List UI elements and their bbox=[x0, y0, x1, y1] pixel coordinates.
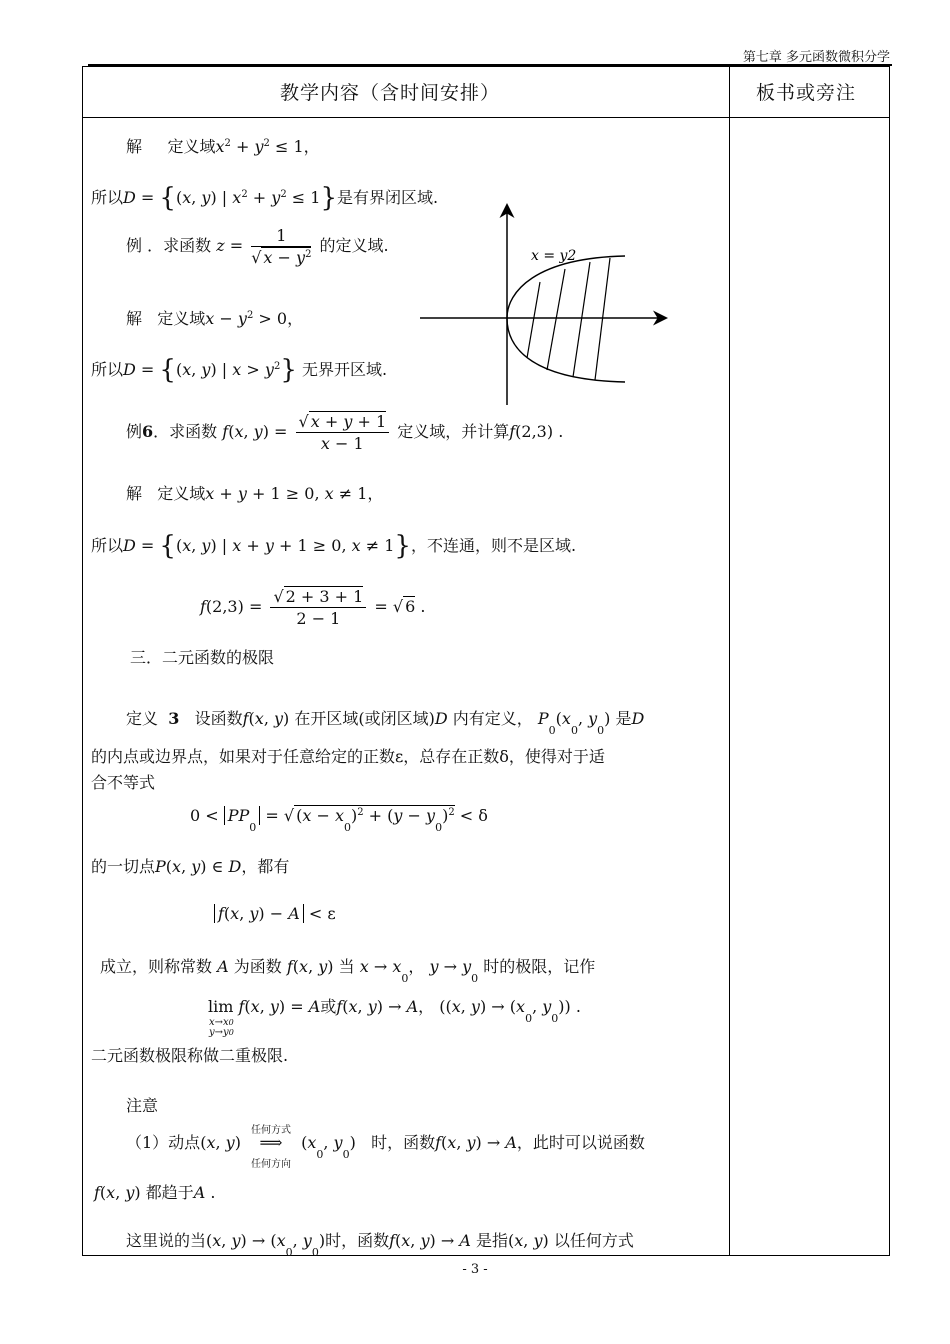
definition-line-5: 成立，则称常数 A 为函数 f(x, y) 当 $x \to x_0$， $y \to y_0$ 时的极限，记作 bbox=[100, 957, 596, 985]
section-heading: 三．二元函数的极限 bbox=[130, 648, 275, 667]
chapter-header: 第七章 多元函数微积分学 bbox=[742, 50, 890, 65]
page-number: - 3 - bbox=[462, 1262, 488, 1277]
column-header-content: 教学内容（含时间安排） bbox=[280, 82, 501, 104]
limit-notation-line: lim f(x, y) = A或f(x, y) → A， ((x, $y) \to (x_0$, $y_0$)) . bbox=[208, 997, 581, 1025]
definition-line-3: 合不等式 bbox=[91, 773, 156, 792]
hatch-line bbox=[595, 258, 610, 380]
note-heading: 注意 bbox=[126, 1096, 159, 1115]
domain-line-3: 所以D = {(x, y) | x + y + 1 ≥ 0, x ≠ 1}，不连通，则不是区域. bbox=[91, 531, 577, 561]
hatch-line bbox=[527, 282, 540, 358]
column-divider bbox=[729, 66, 730, 1256]
definition-line-2: 的内点或边界点，如果对于任意给定的正数ε，总存在正数δ，使得对于适 bbox=[91, 747, 605, 766]
domain-line-2: 所以D = {(x, y) | $x > y^2$} 无界开区域. bbox=[91, 355, 388, 385]
limit-inequality-line: f(x, y) − A < ε bbox=[214, 904, 336, 923]
solution-line-2: 解 定义域$x - y^2 > 0$， bbox=[126, 309, 304, 328]
definition-line-4: 的一切点P(x, y) ∈ D，都有 bbox=[91, 857, 290, 876]
hatch-line bbox=[547, 269, 565, 370]
example-line-1: 例 ．求函数 z = $\frac{1}{√ x - y^2}$ 的定义域. bbox=[126, 226, 389, 267]
domain-line-1: 所以D = {(x, y) | $x^2 + y^2 \le 1$}是有界闭区域. bbox=[91, 183, 439, 213]
limit-subscript: x→x0 y→y0 bbox=[209, 1017, 234, 1038]
column-header-notes: 板书或旁注 bbox=[756, 82, 857, 104]
inequality-line: $0 < PP_0$ = √ $(x - x_0)^2 + (y - y_0)^2 < \delta$ bbox=[190, 806, 488, 834]
definition-line-1: 定义 3 设函数f(x, y) 在开区域(或闭区域)D 内有定义， $P_0(x_0$, $y_0$) 是D bbox=[126, 709, 645, 737]
note-line-1: （1）动点(x, y) 任何方式 ⟹ 任何方向 ($x_0$, $y_0$) 时，函数f(x, y) → A，此时可以说函数 bbox=[126, 1125, 645, 1170]
double-limit-line: 二元函数极限称做二重极限. bbox=[91, 1046, 289, 1065]
note-line-3: 这里说的当(x, $y) \to (x_0$, $y_0$)时，函数f(x, y) → A 是指(x, y) 以任何方式 bbox=[126, 1231, 634, 1259]
example-line-2: 例6．求函数 f(x, y) = $\frac{√ x + y + 1}{x - 1}$ 定义域，并计算f(2,3) . bbox=[126, 412, 564, 453]
note-line-2: f(x, y) 都趋于A . bbox=[94, 1183, 216, 1202]
parabola-graph bbox=[415, 200, 670, 410]
header-row-divider bbox=[82, 117, 890, 118]
hatch-line bbox=[573, 262, 590, 377]
parabola-curve bbox=[507, 256, 625, 382]
solution-line-3: 解 定义域x + y + 1 ≥ 0, x ≠ 1， bbox=[126, 484, 384, 503]
solution-line-1: 解 定义域$x^2 + y^2 \le 1$， bbox=[126, 137, 320, 156]
curve-label: x = y2 bbox=[531, 248, 577, 264]
evaluation-line: f(2,3) = $\frac{√ 2 + 3 + 1}{2 - 1}$ = √ 6 . bbox=[200, 587, 426, 628]
